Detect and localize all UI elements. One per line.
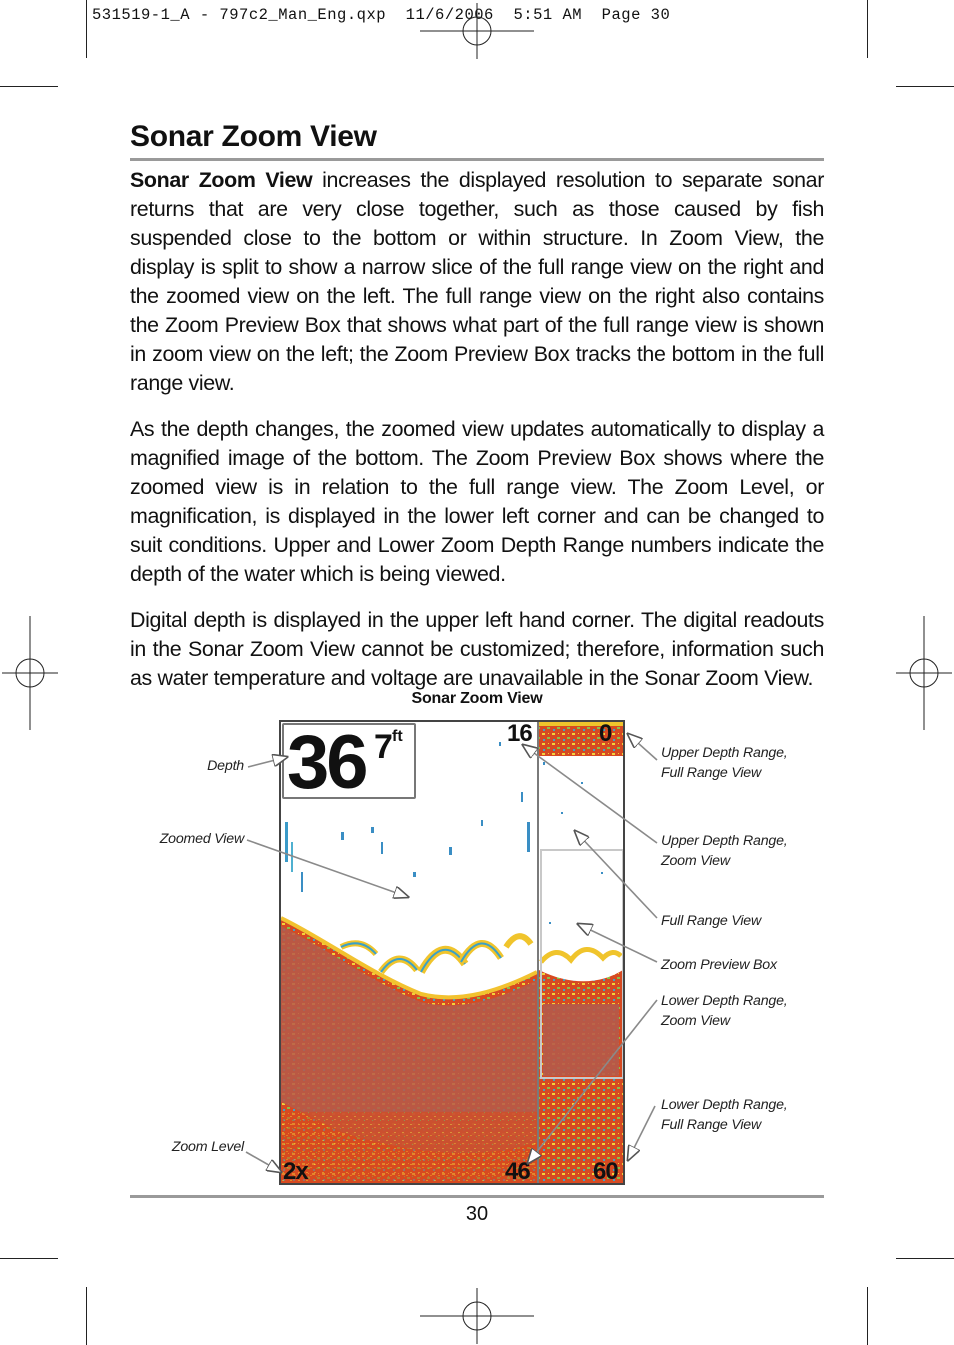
callout-line: Lower Depth Range,: [661, 993, 788, 1009]
callout-lower-depth-zoom: [661, 992, 788, 1031]
callout-zoom-preview-box: Zoom Preview Box: [661, 957, 777, 973]
crop-mark: [896, 86, 954, 87]
depth-readout-box: [282, 720, 416, 805]
body-text: [130, 166, 824, 710]
callout-depth: Depth: [207, 758, 244, 774]
callout-upper-depth-zoom: [661, 832, 788, 871]
page-title: Sonar Zoom View: [130, 120, 377, 153]
callout-upper-depth-full: [661, 744, 788, 783]
depth-decimal: 7: [374, 728, 393, 766]
crop-mark: [867, 0, 868, 58]
callout-line: Full Range View: [661, 1116, 762, 1133]
callout-line: Lower Depth Range,: [661, 1097, 788, 1113]
callout-lower-depth-full: [661, 1096, 788, 1135]
paragraph-digital-depth: Digital depth is displayed in the upper left hand corner. The digital readouts in the Sonar Zoom View cannot be customized; therefore, information such as water temperature and voltage are unavailable in the Sonar Zoom View.: [130, 608, 824, 690]
upper-depth-range-full: 0: [599, 720, 613, 747]
callout-line: Upper Depth Range,: [661, 833, 788, 849]
crop-mark: [0, 1258, 58, 1259]
paragraph-intro-text: increases the displayed resolution to separate sonar returns that are very close together, such as those caused by fish suspended close to the bottom or within structure. In Zoom View, the display is split to show a narrow slice of the full range view on the right and the zoomed view on the left. The full range view on the right also contains the Zoom Preview Box that shows what part of the full range view is shown in zoom view on the left; the Zoom Preview Box tracks the bottom in the full range view.: [130, 168, 824, 395]
lower-depth-range-full: 60: [593, 1158, 618, 1185]
crop-mark: [86, 0, 87, 58]
depth-unit: ft: [392, 728, 403, 745]
footer-divider: [130, 1195, 824, 1198]
crop-mark: [0, 86, 58, 87]
callout-zoom-level: Zoom Level: [171, 1139, 244, 1155]
crop-mark: [896, 1258, 954, 1259]
paragraph-depth-changes: As the depth changes, the zoomed view updates automatically to display a magnified image of the bottom. The Zoom Preview Box shows where the zoomed view is in relation to the full range view. The Zoom Level, or magnification, is displayed in the lower left corner and can be changed to suit conditions. Upper and Lower Zoom Depth Range numbers indicate the depth of the water which is being viewed.: [130, 417, 824, 586]
callout-line: Upper Depth Range,: [661, 745, 788, 761]
callout-line: Zoom View: [661, 1012, 730, 1029]
callout-zoomed-view: Zoomed View: [159, 831, 244, 847]
zoom-level-indicator: 2x: [283, 1158, 308, 1185]
file-slug-line: 531519-1_A - 797c2_Man_Eng.qxp 11/6/2006 5:51 AM Page 30: [92, 6, 671, 24]
lower-depth-range-zoom: 46: [505, 1158, 530, 1185]
figure-caption: Sonar Zoom View: [411, 690, 543, 707]
registration-mark-icon: [420, 1288, 534, 1344]
upper-depth-range-zoom: 16: [507, 720, 532, 747]
sonar-screen: [279, 720, 625, 1185]
full-range-returns: [543, 762, 603, 924]
callout-line: Full Range View: [661, 764, 762, 781]
depth-value: 36: [287, 720, 366, 805]
lead-term: Sonar Zoom View: [130, 168, 313, 192]
paragraph-intro: [130, 166, 824, 398]
registration-mark-icon: [2, 616, 58, 730]
page-number: 30: [465, 1203, 489, 1225]
crop-mark: [86, 1287, 87, 1345]
callout-line: Zoom View: [661, 852, 730, 869]
crop-mark: [867, 1287, 868, 1345]
callout-full-range-view: Full Range View: [661, 913, 762, 929]
registration-mark-icon: [896, 616, 952, 730]
registration-mark-icon: [420, 3, 534, 59]
title-divider: [130, 158, 824, 161]
